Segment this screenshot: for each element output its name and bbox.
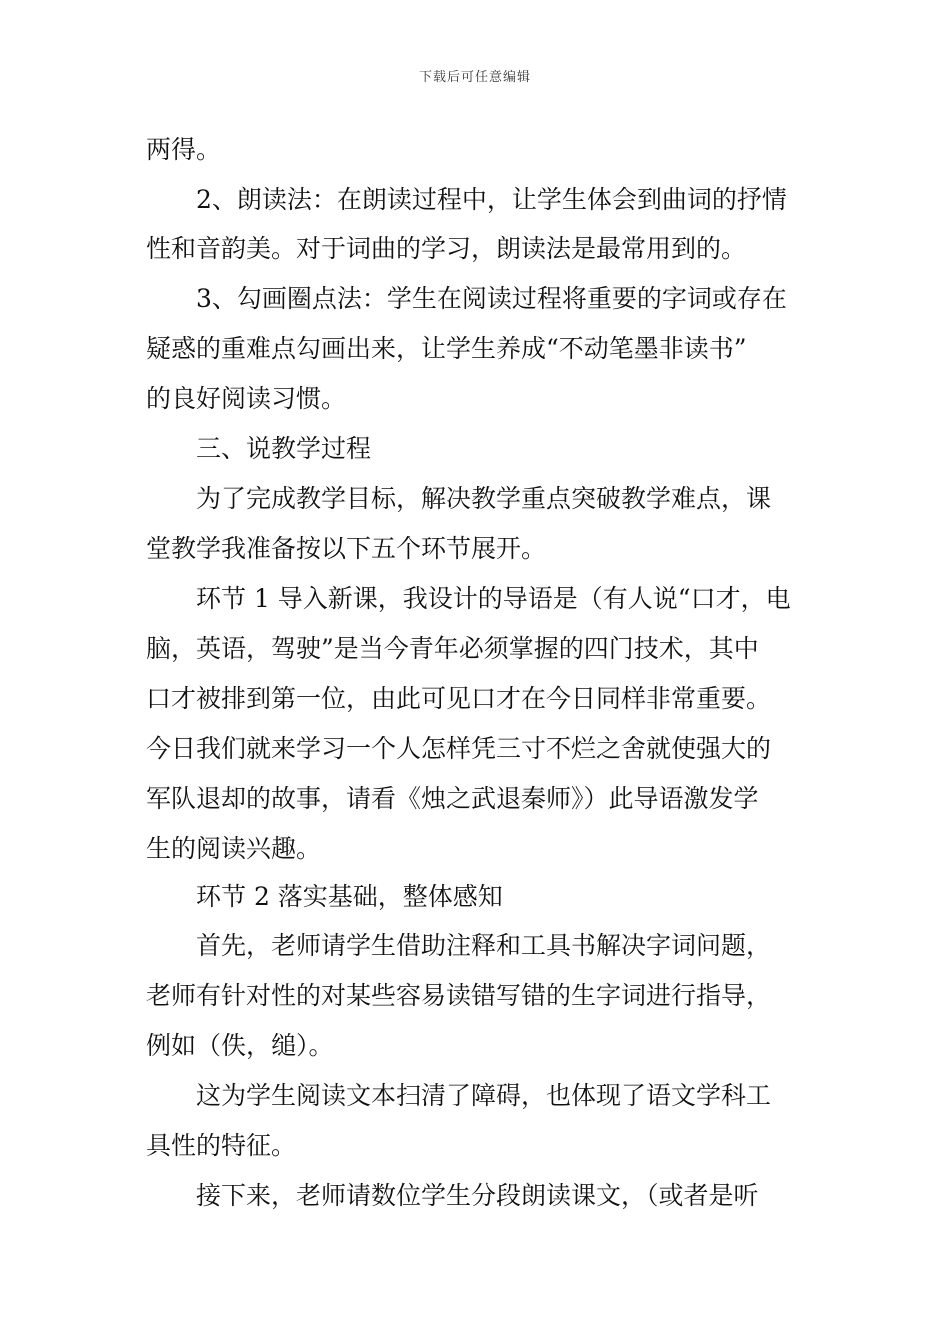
- text-line: 的良好阅读习惯。: [146, 384, 347, 413]
- text-line: 具性的特征。: [146, 1131, 297, 1160]
- text-line: 脑，英语，驾驶”是当今青年必须掌握的四门技术，其中: [146, 634, 759, 663]
- text-line: 首先，老师请学生借助注释和工具书解决字词问题，: [196, 931, 772, 960]
- text-line: 疑惑的重难点勾画出来，让学生养成“不动笔墨非读书”: [146, 334, 747, 363]
- text-line: 口才被排到第一位，由此可见口才在今日同样非常重要。: [146, 684, 772, 713]
- text-line: 为了完成教学目标，解决教学重点突破教学难点，课: [196, 484, 772, 513]
- text-line: 老师有针对性的对某些容易读错写错的生字词进行指导，: [146, 981, 772, 1010]
- text-line: 接下来，老师请数位学生分段朗读课文，（或者是听: [196, 1181, 759, 1210]
- text-line: 生的阅读兴趣。: [146, 834, 322, 863]
- text-line: 这为学生阅读文本扫清了障碍，也体现了语文学科工: [196, 1081, 772, 1110]
- text-line: 堂教学我准备按以下五个环节展开。: [146, 534, 547, 563]
- text-line: 例如（佚，缒）。: [146, 1031, 334, 1060]
- text-line: 3、勾画圈点法：学生在阅读过程将重要的字词或存在: [196, 284, 787, 313]
- text-line: 今日我们就来学习一个人怎样凭三寸不烂之舍就使强大的: [146, 734, 772, 763]
- section-heading: 三、说教学过程: [196, 434, 372, 463]
- text-line: 两得。: [146, 135, 222, 164]
- text-line: 环节 1 导入新课，我设计的导语是（有人说“口才，电: [196, 584, 791, 613]
- text-line: 军队退却的故事，请看《烛之武退秦师》）此导语激发学: [146, 784, 759, 813]
- page-header: 下载后可任意编辑: [418, 70, 531, 85]
- text-line: 性和音韵美。对于词曲的学习，朗读法是最常用到的。: [146, 234, 747, 263]
- text-line: 2、朗读法：在朗读过程中，让学生体会到曲词的抒情: [196, 185, 787, 214]
- section-heading: 环节 2 落实基础，整体感知: [196, 882, 503, 911]
